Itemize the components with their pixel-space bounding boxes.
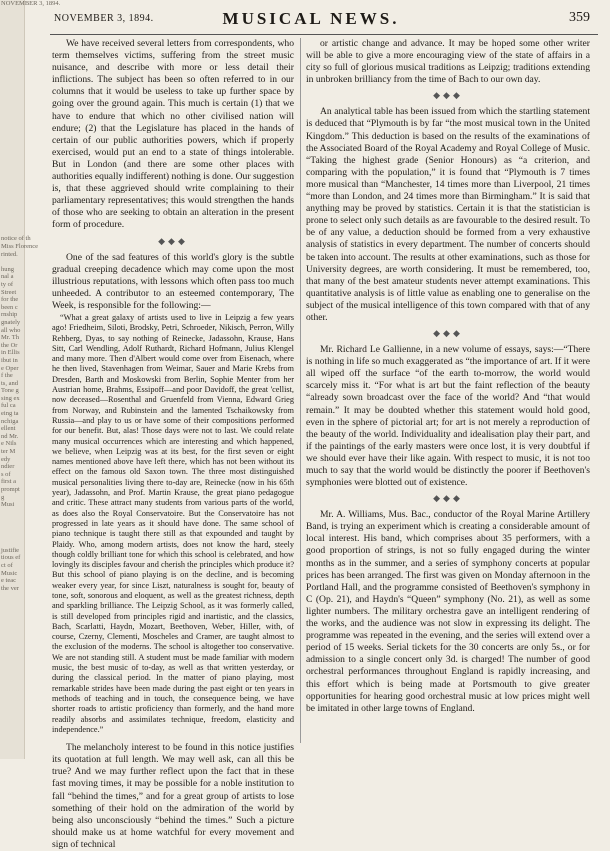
edge-line — [1, 46, 23, 54]
edge-line — [1, 516, 23, 524]
edge-line — [1, 205, 23, 213]
left-page-edge — [0, 0, 61, 759]
edge-line — [1, 15, 23, 23]
edge-line: ter M — [1, 448, 16, 456]
edge-line — [1, 68, 23, 76]
edge-line — [1, 159, 23, 167]
edge-line — [1, 258, 23, 266]
edge-line: Miss Florence — [1, 243, 39, 250]
column-divider — [300, 38, 301, 743]
edge-line — [1, 228, 23, 236]
edge-line — [1, 137, 23, 145]
leipzig-continuation-paragraph: or artistic change and advance. It may be hoped some other writer will be able to give a more encouraging view of the state of affairs in a city so full of glorious musical traditions as Leipzig; traditions extending in unbroken brilliancy from the time of Bach to our own day. — [306, 38, 590, 86]
edge-line — [1, 30, 23, 38]
edge-line: edy — [1, 455, 11, 463]
edge-line: e teac — [1, 577, 16, 585]
edge-line: notice of th — [1, 235, 31, 243]
edge-line — [1, 122, 23, 130]
edge-line: f the — [1, 372, 13, 380]
edge-line — [1, 524, 23, 532]
edge-line — [1, 182, 23, 190]
edge-line: g — [1, 493, 5, 501]
edge-line — [1, 38, 23, 46]
edge-line: tious ef — [1, 554, 21, 562]
edge-line — [1, 167, 23, 175]
edge-line: hung — [1, 265, 14, 273]
edge-line — [1, 539, 23, 547]
edge-line: the ver — [1, 584, 19, 592]
edge-line: gnately — [1, 318, 21, 326]
header-title: MUSICAL NEWS. — [222, 9, 400, 28]
edge-line: all who — [1, 326, 21, 334]
section-ornament: ◆◆◆ — [433, 90, 463, 101]
edge-line — [1, 220, 23, 228]
edge-line: s of — [1, 470, 11, 478]
edge-line: first a — [1, 478, 16, 486]
edge-line — [1, 175, 23, 183]
edge-line — [1, 84, 23, 92]
edge-line: e Nils — [1, 440, 17, 448]
edge-line: ibut in — [1, 356, 18, 364]
edge-line — [1, 152, 23, 160]
section-ornament: ◆◆◆ — [433, 328, 463, 339]
edge-line: ts, and — [1, 379, 18, 387]
street-music-paragraph: We have received several letters from correspondents, who term themselves victims, suffering from the street music nuisance, and describe with more or less detail their inflictions. The subject has been so often referred to in our columns that it would be useless to take up further space by going over the ground again. This much is certain (1) that we have to endure that which no other civilised nation will endure; (2) that the Legislature has placed in the hands of certain of our public authorities powers, which if properly exercised, would put an end to a state of things intolerable. But in London (and there are some other places with authorities equally indifferent) nothing is done. Our suggestion is, that these aggrieved should write complaining to their parliamentary representatives; this would strengthen the hands of those who are seeking to obtain an alteration in the present form of procedure. — [52, 38, 294, 231]
edge-line: been c — [1, 303, 18, 311]
edge-line — [1, 197, 23, 205]
williams-band-paragraph: Mr. A. Williams, Mus. Bac., conductor of the Royal Marine Artillery Band, is trying an experiment which is creating a considerable amount of local interest. His band, which comprises about 35 performers, with a good proportion of strings, is not so fully engaged during the winter months as in the summer, and a series of symphony concerts at popular prices has been arranged. The first was given on Monday afternoon in the Portland Hall, and the programme consisted of Beethoven's symphony in C (Op. 21), and Haydn's “Queen” symphony (No. 21), as well as some lighter numbers. The military orchestra gave an intelligent rendering of the works, and the audience was not slow in expressing its delight. The programme was repeated in the evening, and the series will extend over a period of 15 weeks. Serial tickets for the 30 concerts are only 5s., or for admission to a single concert only 3d. is charged! The number of good orchestral performances throughout England is rapidly increasing, and this effort which is being made at Portsmouth to give greater opportunities for hearing good orchestral music at low prices might well be imitated in other large towns of England. — [306, 509, 590, 714]
edge-line — [1, 129, 23, 137]
edge-line: ellent — [1, 425, 16, 433]
header-date: NOVEMBER 3, 1894. — [54, 13, 154, 24]
edge-line — [1, 532, 23, 540]
edge-line: in Ellis — [1, 349, 20, 357]
edge-line — [1, 53, 23, 61]
left-column — [52, 38, 294, 851]
edge-line: nal a — [1, 273, 14, 281]
edge-line — [1, 144, 23, 152]
edge-line: eing ta — [1, 410, 19, 418]
edge-line: Street — [1, 288, 17, 296]
edge-line: ct of — [1, 561, 13, 569]
header-rule — [50, 34, 598, 35]
edge-line: the Or — [1, 341, 18, 349]
edge-line: nchiga — [1, 417, 19, 425]
plymouth-statistics-paragraph: An analytical table has been issued from which the startling statement is deduced that “Plymouth is by far “the most musical town in the United Kingdom.” This deduction is based on the results of the examinations of the Associated Board of the Royal Academy and Royal College of Music. “Taking the highest grade (Senior Honours) as “a criterion, and comparing with the population,” it is found that “Plymouth is 7 times more musical than “Manchester, 14 times more than Liverpool, 21 times “more than London, and 24 times more than Birmingham.” It is said that anything may be proved by statistics. Certain it is that the statistician is prone to select only such details as are favourable to the desired result. To be of any value, a deduction should be formed from a very exhaustive analysis of statistics in every department. The number of concerts should be taken into account. The results at other examinations, such as those for University degrees, are worth considering. It must be remembered, too, that many of the best amateur students never attempt examinations. This quantitative analysis is of little value as enabling one to generalise on the subject of the musical intelligence of this town compared with that of any other. — [306, 106, 590, 323]
edge-line — [1, 99, 23, 107]
page-number: 359 — [569, 10, 590, 25]
edge-line — [1, 23, 23, 31]
edge-line: sing ex — [1, 394, 20, 402]
edge-line: nd Mr. — [1, 432, 19, 440]
edge-line: e Oper — [1, 364, 19, 372]
edge-line — [1, 76, 23, 84]
edge-line: justifie — [1, 546, 20, 554]
edge-line: rnship — [1, 311, 18, 319]
edge-line: Tone g — [1, 387, 19, 395]
edge-line: rinted. — [1, 250, 18, 258]
section-ornament: ◆◆◆ — [433, 493, 463, 504]
edge-line — [1, 8, 23, 16]
section-ornament: ◆◆◆ — [158, 235, 188, 246]
edge-line: Musi — [1, 501, 15, 509]
edge-line: Music — [1, 569, 18, 577]
edge-line — [1, 106, 23, 114]
edge-line — [1, 213, 23, 221]
edge-line: prompt — [1, 486, 20, 493]
leipzig-commentary-paragraph: The melancholy interest to be found in this notice justifies its quotation at full length. We may well ask, can all this be true? And we may further reflect upon the fact that in these fast moving times, it may be possible for a noble institution to fall “behind the times,” and for a great group of artists to lose something of their hold on the admiration of the world by being also unconsciously “behind the times.” Such a picture should make us at home watchful for every movement and sign of technical — [52, 742, 294, 850]
left-page-edge-text — [1, 0, 61, 592]
edge-line: ful ca — [1, 402, 16, 410]
edge-line: ndier — [1, 463, 15, 471]
leipzig-quotation: “What a great galaxy of artists used to live in Leipzig a few years ago! Friedheim, Siloti, Brodsky, Petri, Schroeder, Nikisch, Perron, Willy Rehberg, Dyas, to say nothing of Reinecke, Jadassohn, Krause, Hans Sitt, Carl Wendling, Adolf Ruthardt, Richard Hofmann, Julius Klengel and many more. Then d'Albert would come over from Eisenach, where he then lived, Stavenhagen from Weimar, Sauer and Marie Krebs from Dresden, Barth and Moskowski from Berlin, Sophie Menter from her Austrian home, Brahms, Essipoff—and poor Davidoff, the great 'cellist, now deceased—Rosenthal and Gruenfeld from Vienna, Edward Grieg from Norway, and Rubinstein and the lamented Tschaikowsky from Russia—and play to us or have some of their compositions performed for our benefit. But, alas! Those days were not to last. We could relate many musical occurrences which are interesting and which happened, we believe, when Leipzig was at its best, for the first seven or eight names mentioned above have left there, which has not been without its effect on the famous old Saxon town. The three most distinguished musical personalities living there to-day are, Reinecke (now in his 65th year), Jadassohn, and Prof. Martin Krause, the great piano pedagogue and critic. These attract many students from various parts of the world, as does also the Royal Conservatoire. But the Conservatoire has not progressed in late years as it should have done. The same school of piano technique is taught there still as that expounded and taught by Plaidy. Who, among modern artists, does not know the hard, steely though coldly brilliant tone for which this school is celebrated, and how lovingly its disciples favour and cherish the principles which produce it? But this school of piano playing is on the decline, and is becoming weaker every year, for since Liszt, naturalness is sought for, beauty of tone, soft, sonorous and eloquent, as well as the greatest richness, depth and sparkling brilliance. The Leipzig School, as it was formerly called, is still developed from principles rigid and inartistic, and the classics, Bach, Scarlatti, Haydn, Mozart, Beethoven, Weber, Hiller, with, of course, Czerny, Clementi, Moscheles and Cramer, are taught almost to the exclusion of the moderns. The school is altogether too conservative. We are not standing still. A student must be made familiar with modern music, the best music of to-day, as well as that written yesterday, or during the classical period. In the matter of piano playing, most remarkable strides have been made during the past eight or ten years in methods of teaching and in touch, the consequence being, we have shorter roads to artistic proficiency than formerly, and the hand more readily absorbs and assimilates technique, freedom, elasticity and independence.” — [52, 312, 294, 734]
edge-line — [1, 91, 23, 99]
edge-line: Mr. Th — [1, 334, 19, 342]
edge-line — [1, 190, 23, 198]
edge-line — [1, 61, 23, 69]
leipzig-intro-paragraph: One of the sad features of this world's glory is the subtle gradual creeping decadence which may come upon the most illustrious reputations, with lessons which often pass too much unheeded. A contributor to an esteemed contemporary, The Week, is responsible for the following:— — [52, 251, 294, 311]
edge-line — [1, 114, 23, 122]
edge-line: NOVEMBER 3, 1894. — [1, 0, 61, 7]
le-gallienne-paragraph: Mr. Richard Le Gallienne, in a new volume of essays, says:—“There is nothing in life so much exaggerated as “the importance of art. If it were all wiped off the surface “of the earth to-morrow, the world would scarcely miss it. “For what is art but the faint reflection of the beauty “already sown broadcast over the face of the world? And “that would remain.” It may be doubted whether this statement would hold good, even in the sphere of pictorial art; for art is not merely a reproduction of the beauty of the world. Individuality and idealisation play their part, and if the paintings of the early masters were once lost, it is very doubtful if we should ever have their like again. With respect to music, it is not too much to say that the world would be distinctly the poorer if Beethoven's symphonies were blotted out of existence. — [306, 344, 590, 489]
page-header — [26, 8, 596, 30]
edge-line: for the — [1, 296, 19, 304]
edge-line: ty of — [1, 280, 14, 288]
edge-line — [1, 509, 23, 517]
right-column — [306, 38, 590, 715]
